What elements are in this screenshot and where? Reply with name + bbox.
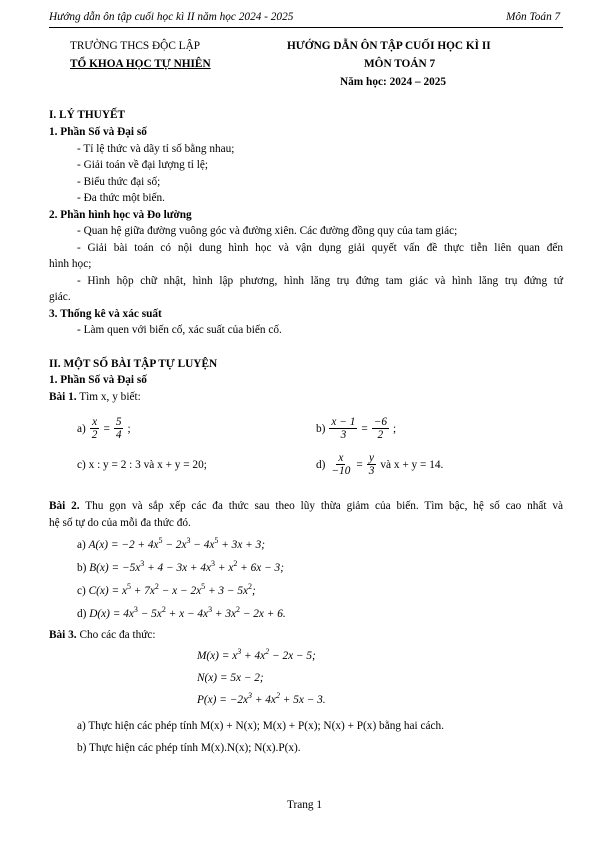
- exercise-1-text: Tìm x, y biết:: [76, 391, 141, 403]
- theory-part1-heading: 1. Phần Số và Đại số: [49, 126, 147, 138]
- exercise-2-text-cont: hệ số tự do của mỗi đa thức đó.: [49, 517, 191, 529]
- exercise-3-text: Cho các đa thức:: [76, 629, 156, 641]
- department-name: TỔ KHOA HỌC TỰ NHIÊN: [70, 58, 211, 70]
- theory-part2-item: - Quan hệ giữa đường vuông góc và đường xiên. Các đường đồng quy của tam giác;: [77, 225, 458, 237]
- doc-year: Năm học: 2024 – 2025: [340, 76, 447, 88]
- doc-subject: MÔN TOÁN 7: [364, 58, 436, 70]
- theory-part2-item: - Giải bài toán có nội dung hình học và vận dụng giải quyết vấn đề thực tiễn liên quan đến: [77, 242, 563, 254]
- theory-part3-heading: 3. Thống kê và xác suất: [49, 308, 162, 320]
- theory-part1-item: - Tỉ lệ thức và dãy tỉ số bằng nhau;: [77, 143, 235, 155]
- exercise-1-label: Bài 1.: [49, 391, 77, 403]
- practice-part1-heading: 1. Phần Số và Đại số: [49, 374, 147, 386]
- running-header-right: Môn Toán 7: [506, 11, 561, 23]
- theory-part1-item: - Giải toán về đại lượng tỉ lệ;: [77, 159, 208, 171]
- theory-part1-item: - Biểu thức đại số;: [77, 176, 161, 188]
- exercise-1c: c) x : y = 2 : 3 và x + y = 20;: [77, 459, 207, 471]
- exercise-2c: c) $C(x) = x^5 + 7x^2 - x - 2x^5 + 3 - 5x^2$;: [77, 582, 256, 597]
- polynomial-p: $P(x) = -2x^3 + 4x^2 + 5x - 3$.: [197, 691, 326, 706]
- school-name: TRƯỜNG THCS ĐỘC LẬP: [70, 40, 201, 52]
- exercise-3a: a) Thực hiện các phép tính M(x) + N(x); M(x) + P(x); N(x) + P(x) bằng hai cách.: [77, 720, 444, 732]
- theory-part3-item: - Làm quen với biến cố, xác suất của biến cố.: [77, 324, 282, 336]
- exercise-2d: d) $D(x) = 4x^3 - 5x^2 + x - 4x^3 + 3x^2 - 2x + 6$.: [77, 605, 286, 620]
- exercise-1b: b) $\frac{x - 1}{3}$ = $\frac{-6}{2}$ ;: [316, 416, 397, 442]
- exercise-2b: b) $B(x) = -5x^3 + 4 - 3x + 4x^3 + x^2 + 6x - 3$;: [77, 559, 284, 574]
- exercise-1d: d) $\frac{x}{-10}$ = $\frac{y}{3}$ và x + y = 14.: [316, 452, 444, 478]
- theory-part2-item-cont: giác.: [49, 291, 71, 303]
- exercise-3-label: Bài 3.: [49, 629, 77, 641]
- polynomial-n: N(x) = 5x − 2;: [197, 672, 264, 684]
- exercise-3b: b) Thực hiện các phép tính M(x).N(x); N(x).P(x).: [77, 742, 301, 754]
- theory-part2-item-cont: hình học;: [49, 258, 92, 270]
- theory-part2-item: - Hình hộp chữ nhật, hình lập phương, hình lăng trụ đứng tam giác và hình lăng trụ đứng tứ: [77, 275, 563, 287]
- theory-part2-heading: 2. Phần hình học và Đo lường: [49, 209, 192, 221]
- exercise-2-label: Bài 2.: [49, 500, 80, 512]
- exercise-2a: a) $A(x) = -2 + 4x^5 - 2x^3 - 4x^5 + 3x + 3$;: [77, 536, 266, 551]
- section-practice-heading: II. MỘT SỐ BÀI TẬP TỰ LUYỆN: [49, 358, 218, 370]
- page-number: Trang 1: [287, 799, 323, 811]
- theory-part1-item: - Đa thức một biến.: [77, 192, 166, 204]
- running-header-left: Hướng dẫn ôn tập cuối học kì II năm học 2024 - 2025: [49, 11, 294, 23]
- section-theory-heading: I. LÝ THUYẾT: [49, 109, 126, 121]
- exercise-1a: a) $\frac{x}{2}$ = $\frac{5}{4}$ ;: [77, 416, 131, 442]
- header-divider: [49, 27, 563, 28]
- exercise-2-text: Thu gọn và sắp xếp các đa thức sau theo lũy thừa giảm của biến. Tìm bậc, hệ số cao nhất và: [79, 500, 563, 512]
- polynomial-m: $M(x) = x^3 + 4x^2 - 2x - 5$;: [197, 647, 316, 662]
- doc-title: HƯỚNG DẪN ÔN TẬP CUỐI HỌC KÌ II: [287, 40, 491, 52]
